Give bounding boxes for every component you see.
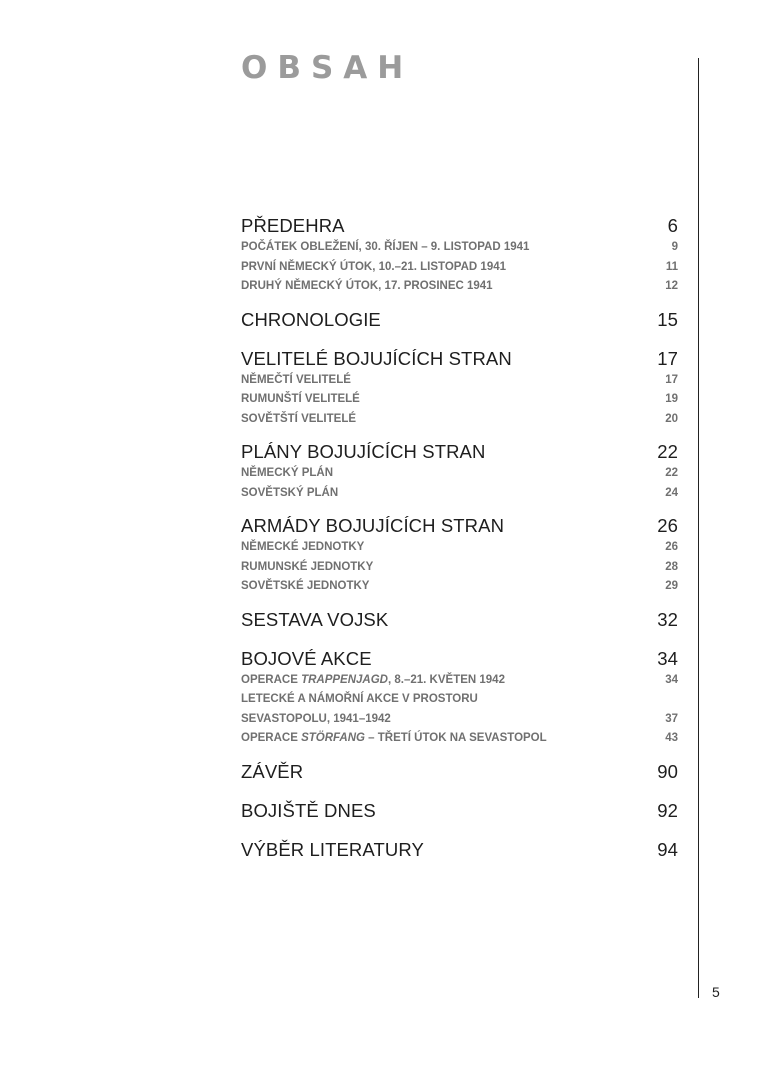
toc-subentry-suffix: , 8.–21. KVĚTEN 1942 (387, 673, 505, 686)
toc-subentry[interactable] (241, 238, 678, 258)
toc-entry-page: 34 (657, 647, 678, 669)
toc-subentry-label: DRUHÝ NĚMECKÝ ÚTOK, 17. PROSINEC 1941 (241, 280, 493, 292)
toc-entry[interactable] (241, 214, 678, 238)
toc-entry-label: CHRONOLOGIE (241, 308, 381, 330)
toc-subentry-label (241, 671, 505, 691)
toc-section-armady (241, 514, 678, 597)
toc-subentry[interactable] (241, 390, 678, 410)
toc-subentry[interactable] (241, 729, 678, 749)
toc-entry-label: PŘEDEHRA (241, 215, 345, 236)
toc-entry[interactable] (241, 760, 678, 784)
toc-subentry-page: 9 (671, 241, 678, 253)
vertical-rule (698, 58, 699, 998)
toc-subentry[interactable] (241, 371, 678, 391)
toc-entry[interactable] (241, 514, 678, 538)
toc-subentry[interactable] (241, 258, 678, 278)
toc-entry-label: VELITELÉ BOJUJÍCÍCH STRAN (241, 347, 512, 369)
operation-name: TRAPPENJAGD (301, 673, 388, 686)
toc-entry-page: 6 (667, 215, 678, 236)
toc-section-sestava (241, 608, 678, 632)
toc-section-plany (241, 440, 678, 503)
toc-entry-page: 92 (657, 799, 678, 821)
toc-entry-page: 17 (657, 347, 678, 369)
toc-subentry-label-line2: SEVASTOPOLU, 1941–1942 (241, 712, 391, 725)
toc-subentry[interactable] (241, 277, 678, 297)
toc-section-akce (241, 647, 678, 749)
toc-entry-page: 94 (657, 838, 678, 860)
toc-subentry-page: 12 (665, 280, 678, 292)
page-title: OBSAH (241, 50, 414, 86)
page-number: 5 (712, 984, 720, 1000)
toc-subentry-label: NĚMECKÉ JEDNOTKY (241, 541, 365, 553)
toc-subentry[interactable] (241, 538, 678, 558)
toc-subentry-page: 19 (665, 393, 678, 405)
toc-entry-page: 90 (657, 760, 678, 782)
toc-entry[interactable] (241, 838, 678, 862)
toc-entry[interactable] (241, 799, 678, 823)
toc-section-predehra (241, 214, 678, 297)
toc-subentry[interactable] (241, 410, 678, 430)
toc-entry-label: ZÁVĚR (241, 760, 304, 782)
toc-entry[interactable] (241, 347, 678, 371)
toc-subentry-page: 20 (665, 412, 678, 425)
toc-section-chronologie (241, 308, 678, 332)
toc-subentry-label: PRVNÍ NĚMECKÝ ÚTOK, 10.–21. LISTOPAD 1941 (241, 260, 507, 273)
toc-entry-label: BOJIŠTĚ DNES (241, 799, 376, 821)
toc-section-bojiste (241, 799, 678, 823)
toc-subentry-label-line1: LETECKÉ A NÁMOŘNÍ AKCE V PROSTORU (241, 693, 478, 705)
toc-subentry-page: 37 (665, 712, 678, 725)
toc-entry-label: VÝBĚR LITERATURY (241, 838, 424, 860)
toc-subentry[interactable] (241, 484, 678, 504)
toc-subentry[interactable] (241, 464, 678, 484)
toc-subentry-page: 29 (665, 580, 678, 592)
toc-subentry-label: NĚMEČTÍ VELITELÉ (241, 373, 351, 386)
toc-entry-label: SESTAVA VOJSK (241, 608, 389, 630)
toc-section-vyber (241, 838, 678, 862)
toc-entry[interactable] (241, 440, 678, 464)
toc-entry-page: 15 (657, 308, 678, 330)
toc-subentry-label: SOVĚTSKÝ PLÁN (241, 486, 339, 499)
toc-entry-page: 32 (657, 608, 678, 630)
toc-entry-page: 22 (657, 441, 678, 462)
toc-entry[interactable] (241, 647, 678, 671)
toc-subentry-prefix: OPERACE (241, 673, 302, 686)
toc-entry[interactable] (241, 308, 678, 332)
toc-subentry-continued[interactable] (241, 710, 678, 730)
table-of-contents (241, 214, 678, 873)
toc-subentry-label: SOVĚTSKÉ JEDNOTKY (241, 580, 370, 592)
toc-entry-label: ARMÁDY BOJUJÍCÍCH STRAN (241, 515, 505, 536)
toc-subentry-label: POČÁTEK OBLEŽENÍ, 30. ŘÍJEN – 9. LISTOPAD 1941 (241, 241, 530, 253)
toc-subentry[interactable] (241, 558, 678, 578)
toc-subentry-label: RUMUNŠTÍ VELITELÉ (241, 393, 360, 405)
toc-entry[interactable] (241, 608, 678, 632)
toc-subentry[interactable] (241, 690, 678, 710)
toc-subentry-label: RUMUNSKÉ JEDNOTKY (241, 560, 374, 573)
toc-subentry-page: 26 (665, 541, 678, 553)
toc-section-zaver (241, 760, 678, 784)
toc-entry-label: BOJOVÉ AKCE (241, 647, 372, 669)
toc-subentry-page: 28 (665, 560, 678, 573)
toc-subentry-prefix: OPERACE (241, 732, 302, 744)
toc-subentry-page: 43 (665, 732, 678, 744)
toc-subentry-page: 34 (665, 673, 678, 686)
toc-section-velitele (241, 347, 678, 430)
toc-subentry-page: 11 (665, 260, 678, 273)
toc-entry-label: PLÁNY BOJUJÍCÍCH STRAN (241, 441, 486, 462)
toc-entry-page: 26 (657, 515, 678, 536)
toc-subentry[interactable] (241, 577, 678, 597)
toc-subentry-page: 22 (665, 467, 678, 479)
toc-subentry[interactable] (241, 671, 678, 691)
toc-subentry-label: NĚMECKÝ PLÁN (241, 467, 334, 479)
toc-subentry-label (241, 729, 547, 749)
toc-subentry-suffix: – TŘETÍ ÚTOK NA SEVASTOPOL (364, 732, 547, 744)
toc-subentry-page: 17 (665, 373, 678, 386)
operation-name: STÖRFANG (301, 732, 365, 744)
toc-subentry-label: SOVĚTŠTÍ VELITELÉ (241, 412, 357, 425)
toc-subentry-page: 24 (665, 486, 678, 499)
